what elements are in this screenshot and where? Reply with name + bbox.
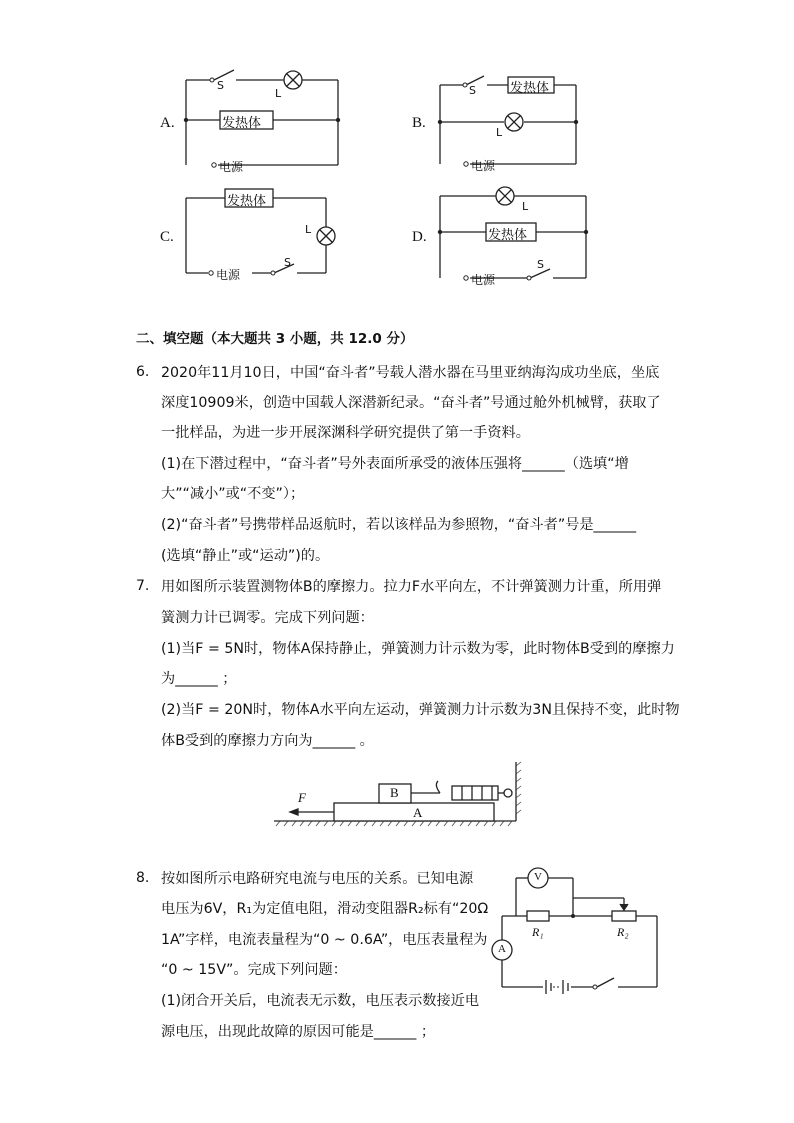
q7-line: 簧测力计已调零。完成下列问题： — [161, 610, 374, 626]
q8-circuit — [502, 878, 657, 994]
power-label: 电源 — [471, 159, 496, 173]
block-b-label: B — [390, 785, 399, 800]
q6-line: (2)“奋斗者”号携带样品返航时，若以该样品为参照物，“奋斗者”号是______ — [161, 517, 637, 533]
q8-line: 电压为6V，R₁为定值电阻，滑动变阻器R₂标有“20Ω — [161, 901, 489, 917]
r1-label: R₁ — [532, 925, 544, 939]
lamp-icon — [317, 227, 335, 245]
lamp-icon — [496, 187, 514, 205]
heater-box: 发热体 — [510, 81, 550, 96]
switch-label: S — [284, 256, 291, 269]
lamp-label: L — [305, 223, 312, 236]
question-number: 6. — [136, 364, 150, 380]
q8-line: “0 ~ 15V”。完成下列问题： — [161, 962, 347, 978]
block-a-label: A — [413, 805, 423, 820]
switch-label: S — [217, 79, 224, 92]
q7-line: 用如图所示装置测物体B的摩擦力。拉力F水平向左，不计弹簧测力计重，所用弹 — [161, 579, 662, 595]
switch-label: S — [537, 258, 544, 271]
q8-line: 按如图所示电路研究电流与电压的关系。已知电源 — [161, 871, 474, 887]
heater-box: 发热体 — [227, 194, 267, 209]
r2-label: R₂ — [617, 925, 629, 939]
option-d-label: D. — [412, 229, 427, 245]
question-number: 8. — [136, 870, 150, 886]
q6-line: (选填“静止”或“运动”)的。 — [161, 548, 330, 564]
force-label: F — [298, 790, 306, 805]
question-number: 7. — [136, 578, 150, 594]
q8-line: 源电压，出现此故障的原因可能是______ ； — [161, 1024, 436, 1040]
lamp-label: L — [275, 87, 282, 100]
q6-line: 2020年11月10日，中国“奋斗者”号载人潜水器在马里亚纳海沟成功坐底，坐底 — [161, 365, 660, 381]
section-title: 二、填空题（本大题共 3 小题，共 12.0 分） — [136, 331, 414, 347]
q8-line: 1A”字样，电流表量程为“0 ~ 0.6A”，电压表量程为 — [161, 932, 488, 948]
lamp-icon — [505, 113, 523, 131]
q8-line: (1)闭合开关后，电流表无示数，电压表示数接近电 — [161, 993, 480, 1009]
lamp-label: L — [522, 200, 529, 213]
option-b-label: B. — [412, 115, 426, 131]
ammeter-label: A — [498, 943, 506, 955]
q6-line: 深度10909米，创造中国载人深潜新纪录。“奋斗者”号通过舱外机械臂，获取了 — [161, 395, 661, 411]
lamp-icon — [284, 71, 302, 89]
heater-box: 发热体 — [488, 228, 528, 243]
option-a-label: A. — [160, 115, 175, 131]
heater-box: 发热体 — [222, 116, 262, 131]
lamp-label: L — [496, 126, 503, 139]
power-label: 电源 — [219, 160, 244, 174]
circuit-a — [186, 70, 338, 165]
q7-line: (2)当F = 20N时，物体A水平向左运动，弹簧测力计示数为3N且保持不变，此时物 — [161, 702, 680, 718]
power-label: 电源 — [216, 268, 241, 282]
option-c-label: C. — [160, 229, 174, 245]
q6-line: (1)在下潜过程中，“奋斗者”号外表面所承受的液体压强将______（选填“增 — [161, 456, 629, 472]
q7-line: 体B受到的摩擦力方向为______ 。 — [161, 733, 374, 749]
switch-label: S — [469, 84, 476, 97]
q6-line: 一批样品，为进一步开展深渊科学研究提供了第一手资料。 — [161, 425, 530, 441]
voltmeter-label: V — [534, 871, 542, 883]
circuit-b — [440, 76, 576, 164]
q7-line: (1)当F = 5N时，物体A保持静止，弹簧测力计示数为零，此时物体B受到的摩擦力 — [161, 641, 675, 657]
q6-line: 大”“减小”或“不变”）； — [161, 486, 305, 502]
q7-line: 为______ ； — [161, 671, 237, 687]
power-label: 电源 — [471, 273, 496, 287]
